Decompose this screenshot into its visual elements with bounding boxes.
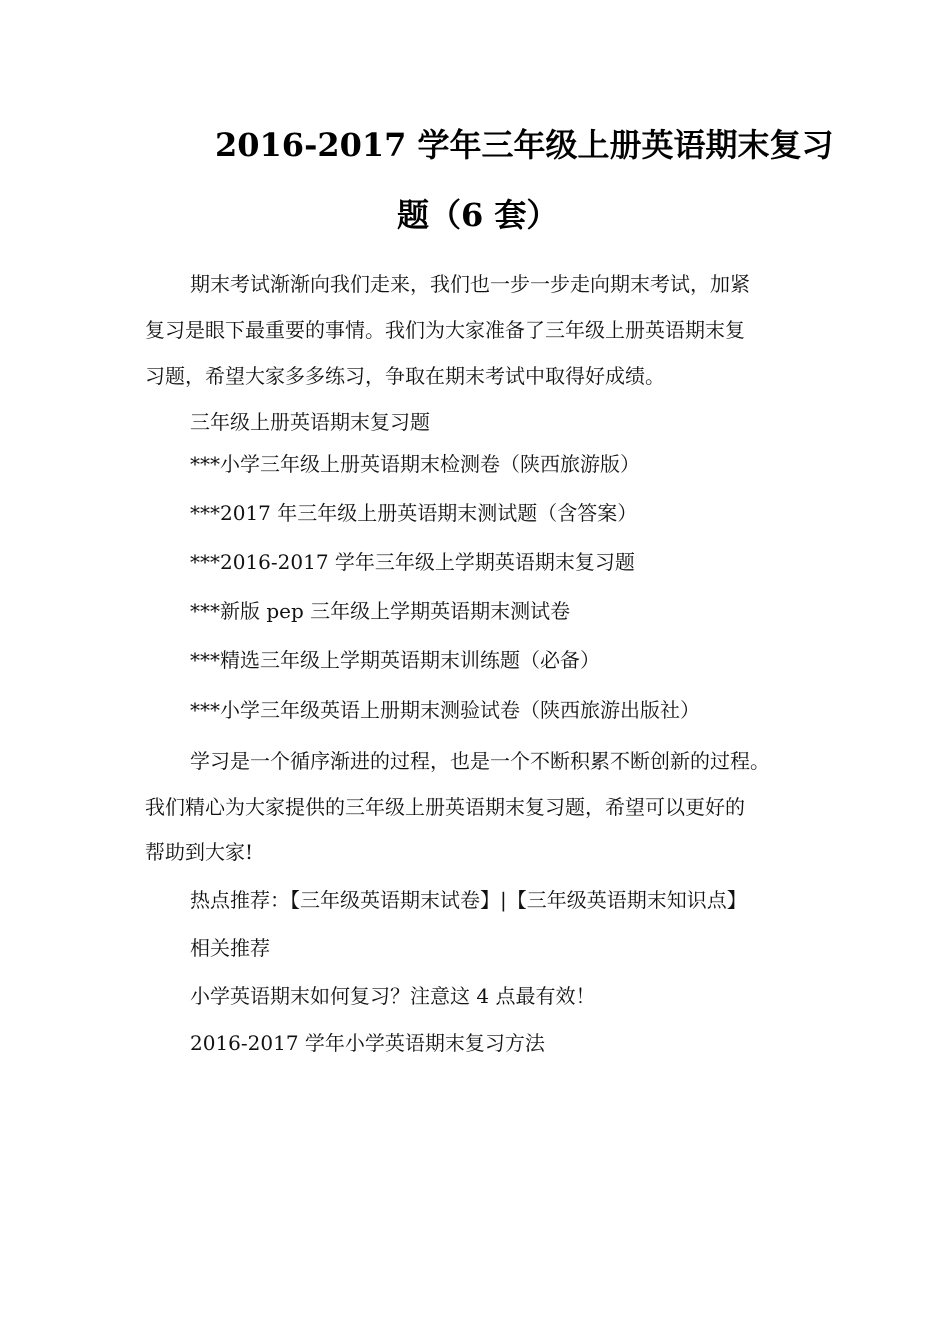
link-item[interactable]: ***小学三年级上册英语期末检测卷（陕西旅游版）: [190, 452, 640, 476]
document-title-line-2: 题（6 套）: [397, 196, 559, 234]
section-heading: 三年级上册英语期末复习题: [190, 410, 430, 434]
intro-line-1: 期末考试渐渐向我们走来，我们也一步一步走向期末考试，加紧: [190, 272, 750, 296]
hot-recommend-row: [190, 884, 860, 913]
intro-line-2: 复习是眼下最重要的事情。我们为大家准备了三年级上册英语期末复: [145, 318, 745, 342]
document-title-line-1: 2016-2017 学年三年级上册英语期末复习: [215, 126, 834, 164]
closing-line-3: 帮助到大家!: [145, 840, 254, 864]
closing-line-2: 我们精心为大家提供的三年级上册英语期末复习题，希望可以更好的: [145, 795, 745, 819]
link-item[interactable]: ***精选三年级上学期英语期末训练题（必备）: [190, 648, 600, 672]
related-link[interactable]: 2016-2017 学年小学英语期末复习方法: [190, 1031, 545, 1055]
hot-link-separator: |: [500, 888, 507, 912]
hot-link-knowledge-points[interactable]: 【三年级英语期末知识点】: [506, 888, 747, 912]
related-link[interactable]: 小学英语期末如何复习？注意这 4 点最有效！: [190, 984, 596, 1008]
link-item[interactable]: ***2017 年三年级上册英语期末测试题（含答案）: [190, 501, 638, 525]
intro-line-3: 习题，希望大家多多练习，争取在期末考试中取得好成绩。: [145, 364, 665, 388]
link-item[interactable]: ***新版 pep 三年级上学期英语期末测试卷: [190, 599, 571, 623]
link-item[interactable]: ***小学三年级英语上册期末测验试卷（陕西旅游出版社）: [190, 698, 700, 722]
closing-line-1: 学习是一个循序渐进的过程，也是一个不断积累不断创新的过程。: [190, 749, 770, 773]
related-heading: 相关推荐: [190, 936, 270, 960]
link-item[interactable]: ***2016-2017 学年三年级上学期英语期末复习题: [190, 550, 635, 574]
hot-recommend-label: 热点推荐：: [190, 888, 290, 912]
hot-link-exam-papers[interactable]: 【三年级英语期末试卷】: [290, 888, 500, 912]
